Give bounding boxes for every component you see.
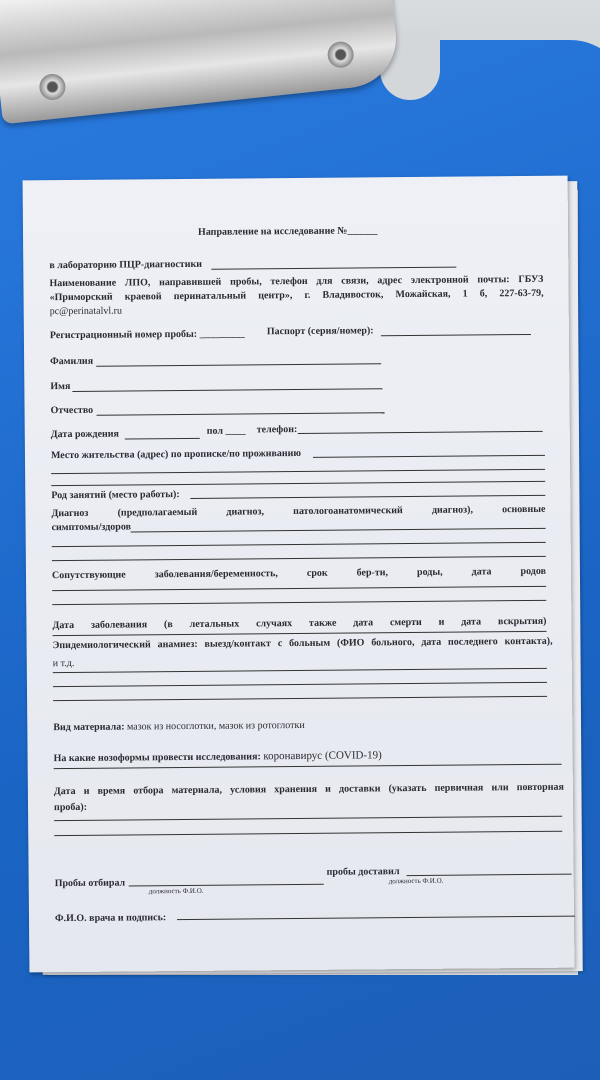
name-label: Имя [50, 380, 71, 393]
diagnosis-line-2: симптомы/здоров [51, 521, 132, 534]
epid-line-2: и т.д. [52, 657, 75, 670]
phone-label: телефон: [256, 424, 298, 436]
collected-by-label: Пробы отбирал [54, 877, 126, 890]
reg-number-label: Регистрационный номер пробы: _________ [49, 328, 245, 342]
nosology-field[interactable] [54, 764, 562, 769]
nosology-label-text: На какие нозоформы провести исследования: [53, 751, 261, 765]
collected-by-hint: должность Ф.И.О. [148, 886, 204, 896]
rivet-icon [38, 73, 67, 102]
surname-field[interactable] [96, 363, 381, 366]
comorbid-field-line[interactable] [52, 586, 546, 591]
sampling-line-1: Дата и время отбора материала, условия хранения и доставки (указать первичная или повторная [53, 781, 564, 798]
material-label-text: Вид материала: [53, 721, 125, 734]
epid-field-line[interactable] [53, 668, 547, 673]
sampling-field-line[interactable] [54, 831, 562, 836]
delivered-by-field[interactable] [407, 874, 572, 876]
delivered-by-label: пробы доставил [326, 866, 400, 878]
illness-date-field[interactable] [53, 631, 547, 636]
rivet-icon [326, 40, 355, 69]
occupation-field[interactable] [190, 495, 545, 499]
residence-field-line[interactable] [51, 469, 545, 474]
residence-label: Место жительства (адрес) по прописке/по проживанию [50, 447, 302, 462]
delivered-by-hint: должность Ф.И.О. [388, 876, 444, 886]
passport-field[interactable] [381, 334, 531, 336]
referral-form [23, 176, 575, 973]
doctor-signature-label: Ф.И.О. врача и подпись: [54, 912, 167, 925]
diagnosis-line-1: Диагноз (предполагаемый диагноз, патологоанатомический диагноз), основные [51, 503, 546, 520]
epid-field-line[interactable] [53, 696, 547, 701]
epid-line-1: Эпидемиологический анамнез: выезд/контакт с больным (ФИО больного, дата последнего контакта), [52, 635, 553, 652]
diagnosis-field-line[interactable] [52, 542, 546, 547]
phone-field[interactable] [298, 431, 543, 434]
birth-date-label: Дата рождения [50, 428, 119, 441]
form-title: Направление на исследование №______ [197, 225, 378, 238]
name-field[interactable] [72, 388, 382, 392]
occupation-label: Род занятий (место работы): [51, 489, 180, 502]
lab-field[interactable] [211, 267, 456, 270]
comorbid-label: Сопутствующие заболевания/беременность, срок бер-ти, роды, дата родов [51, 565, 547, 582]
comorbid-field-line[interactable] [52, 600, 546, 605]
sampling-field-line[interactable] [54, 816, 562, 821]
lpo-line-2: «Приморский краевой перинатальный центр», г. Владивосток, Можайская, 1 б, 227-63-79, [49, 287, 544, 304]
illness-date-label: Дата заболевания (в летальных случаях также дата смерти и дата вскрытия) [52, 615, 547, 632]
doctor-signature-field[interactable] [177, 916, 575, 920]
material-value: мазок из носоглотки, мазок из ротоглотки [126, 719, 305, 733]
nosology-label [54, 749, 382, 764]
diagnosis-field-line[interactable] [52, 556, 546, 561]
patronymic-field[interactable] [97, 412, 385, 416]
surname-label: Фамилия [50, 355, 94, 368]
sampling-line-2: проба): [53, 801, 88, 814]
diagnosis-field[interactable] [131, 528, 546, 533]
lpo-line-1: Наименование ЛПО, направившей пробы, телефон для связи, адрес электронной почты: ГБУЗ [49, 273, 544, 290]
passport-label: Паспорт (серия/номер): [266, 325, 374, 338]
patronymic-label: Отчество [50, 404, 94, 417]
material-label [53, 720, 304, 733]
nosology-value: коронавирус (COVID-19) [263, 749, 382, 763]
birth-date-field[interactable] [125, 438, 200, 440]
lab-label: в лабораторию ПЦР-диагностики [49, 258, 203, 272]
collected-by-field[interactable] [129, 884, 324, 887]
epid-field-line[interactable] [53, 682, 547, 687]
residence-field[interactable] [313, 455, 545, 458]
residence-field-line[interactable] [51, 481, 545, 486]
lpo-email: pc@perinatalvl.ru [49, 305, 122, 318]
sex-label: пол ____ [206, 425, 246, 437]
